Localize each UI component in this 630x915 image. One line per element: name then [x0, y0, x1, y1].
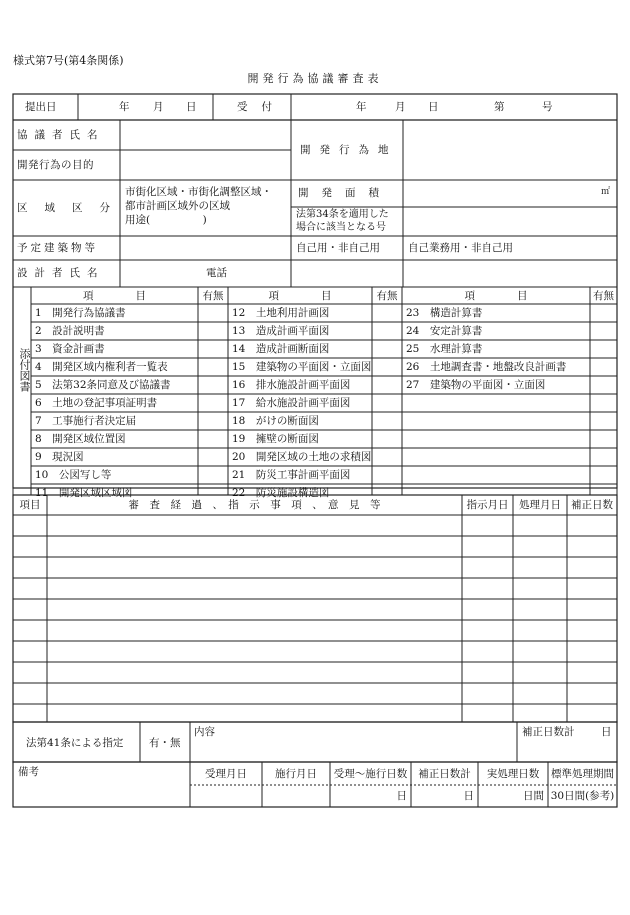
attachment-item: 2 設計説明書 — [35, 325, 105, 337]
review-content-header: 審 査 経 過 、 指 示 事 項 、 意 見 等 — [128, 499, 381, 511]
site-label: 開発行為地 — [300, 144, 398, 156]
designer-label: 設計者氏名 — [17, 267, 105, 279]
col2-header: 項 目 — [268, 290, 332, 302]
phone-label: 電話 — [206, 267, 227, 279]
correct-total-header: 補正日数計 — [418, 768, 471, 780]
col1-header: 項 目 — [83, 290, 146, 302]
art41-content-label: 内容 — [194, 726, 215, 738]
days-header: 受理〜施行日数 — [333, 768, 408, 780]
self-use-options: 自己用・非自己用 — [296, 242, 380, 254]
review-item-header: 項目 — [19, 499, 41, 511]
purpose-label: 開発行為の目的 — [17, 159, 94, 171]
attachment-item: 1 開発行為協議書 — [35, 307, 126, 319]
review-row-lines — [13, 515, 617, 704]
attachment-item: 16 排水施設計画平面図 — [232, 379, 351, 391]
attachment-item: 12 土地利用計画図 — [232, 307, 330, 319]
attachment-item: 7 工事施行者決定届 — [35, 415, 137, 427]
correct-total-value: 日 — [463, 790, 474, 802]
remarks-label: 備考 — [18, 766, 39, 778]
attachment-item: 22 防災施設構造図 — [232, 487, 330, 499]
review-instruct-header: 指示月日 — [466, 499, 509, 511]
review-section-border — [13, 495, 617, 722]
art41-correct-total: 補正日数計 — [522, 726, 575, 738]
attachment-item: 21 防災工事計画平面図 — [232, 469, 351, 481]
attachment-item: 14 造成計画断面図 — [232, 343, 330, 355]
attachment-item: 15 建築物の平面図・立面図 — [232, 361, 372, 373]
review-correct-header: 補正日数 — [571, 499, 613, 511]
art34-line2: 場合に該当となる号 — [296, 222, 386, 233]
attachment-item: 17 給水施設計画平面図 — [232, 397, 351, 409]
standard-period-value: 30日間(参考) — [550, 790, 615, 802]
area-unit: ㎡ — [601, 187, 611, 197]
zone-label: 区域区分 — [17, 202, 127, 214]
attachment-item: 27 建築物の平面図・立面図 — [406, 379, 546, 391]
zone-text-2: 都市計画区域外の区域 — [125, 200, 230, 212]
receipt-date-header: 受理月日 — [205, 768, 247, 780]
attachments-side-label: 添付図書 — [18, 348, 31, 392]
art41-yesno: 有・無 — [149, 737, 181, 749]
art41-day-unit: 日 — [601, 726, 612, 738]
days-value: 日 — [396, 790, 407, 802]
receipt-day: 日 — [428, 101, 439, 113]
attachment-item: 9 現況図 — [35, 451, 84, 463]
number-prefix: 第 — [494, 101, 505, 113]
receipt-month: 月 — [395, 101, 406, 113]
number-suffix: 号 — [542, 101, 553, 113]
attachment-item: 11 開発区域区域図 — [35, 487, 133, 499]
form-number: 様式第7号(第4条関係) — [13, 54, 124, 67]
art34-line1: 法第34条を適用した — [296, 209, 389, 220]
attachment-item: 23 構造計算書 — [406, 307, 483, 319]
attachment-item: 25 水理計算書 — [406, 343, 483, 355]
attachment-item: 24 安定計算書 — [406, 325, 483, 337]
attachment-item: 3 資金計画書 — [35, 343, 105, 355]
submit-date-label: 提出日 — [25, 101, 57, 113]
submit-year: 年 — [119, 101, 130, 113]
review-process-header: 処理月日 — [519, 499, 561, 511]
attachment-item: 6 土地の登記事項証明書 — [35, 397, 158, 409]
attachment-item: 20 開発区域の土地の求積図 — [232, 451, 372, 463]
self-business-options: 自己業務用・非自己用 — [408, 242, 513, 254]
attachment-item: 13 造成計画平面図 — [232, 325, 330, 337]
art41-label: 法第41条による指定 — [26, 737, 124, 749]
col2-yesno-header: 有無 — [376, 290, 398, 302]
area-label: 開発面積 — [298, 187, 392, 199]
col1-yesno-header: 有無 — [202, 290, 224, 302]
enforce-date-header: 施行月日 — [275, 768, 317, 780]
attachment-item: 18 がけの断面図 — [232, 415, 319, 427]
col3-header: 項 目 — [464, 290, 528, 302]
submit-day: 日 — [186, 101, 197, 113]
receipt-year: 年 — [356, 101, 367, 113]
planned-building-label: 予定建築物等 — [17, 242, 98, 254]
consultant-name-label: 協議者氏名 — [17, 129, 105, 141]
zone-text-1: 市街化区域・市街化調整区域・ — [125, 186, 272, 198]
attachment-item: 26 土地調査書・地盤改良計画書 — [406, 361, 567, 373]
form-title: 開発行為協議審査表 — [247, 72, 383, 85]
attachment-item: 10 公図写し等 — [35, 469, 112, 481]
attachment-item: 19 擁壁の断面図 — [232, 433, 319, 445]
actual-days-value: 日間 — [523, 790, 544, 802]
zone-text-3: 用途( ) — [125, 214, 207, 226]
attachment-item: 4 開発区域内権利者一覧表 — [35, 361, 168, 373]
receipt-label: 受付 — [237, 101, 286, 113]
col3-yesno-header: 有無 — [593, 290, 614, 302]
attachment-item: 5 法第32条同意及び協議書 — [35, 379, 171, 391]
standard-period-header: 標準処理期間 — [551, 768, 614, 780]
submit-month: 月 — [153, 101, 164, 113]
attachment-item: 8 開発区域位置図 — [35, 433, 126, 445]
actual-days-header: 実処理日数 — [486, 768, 540, 780]
